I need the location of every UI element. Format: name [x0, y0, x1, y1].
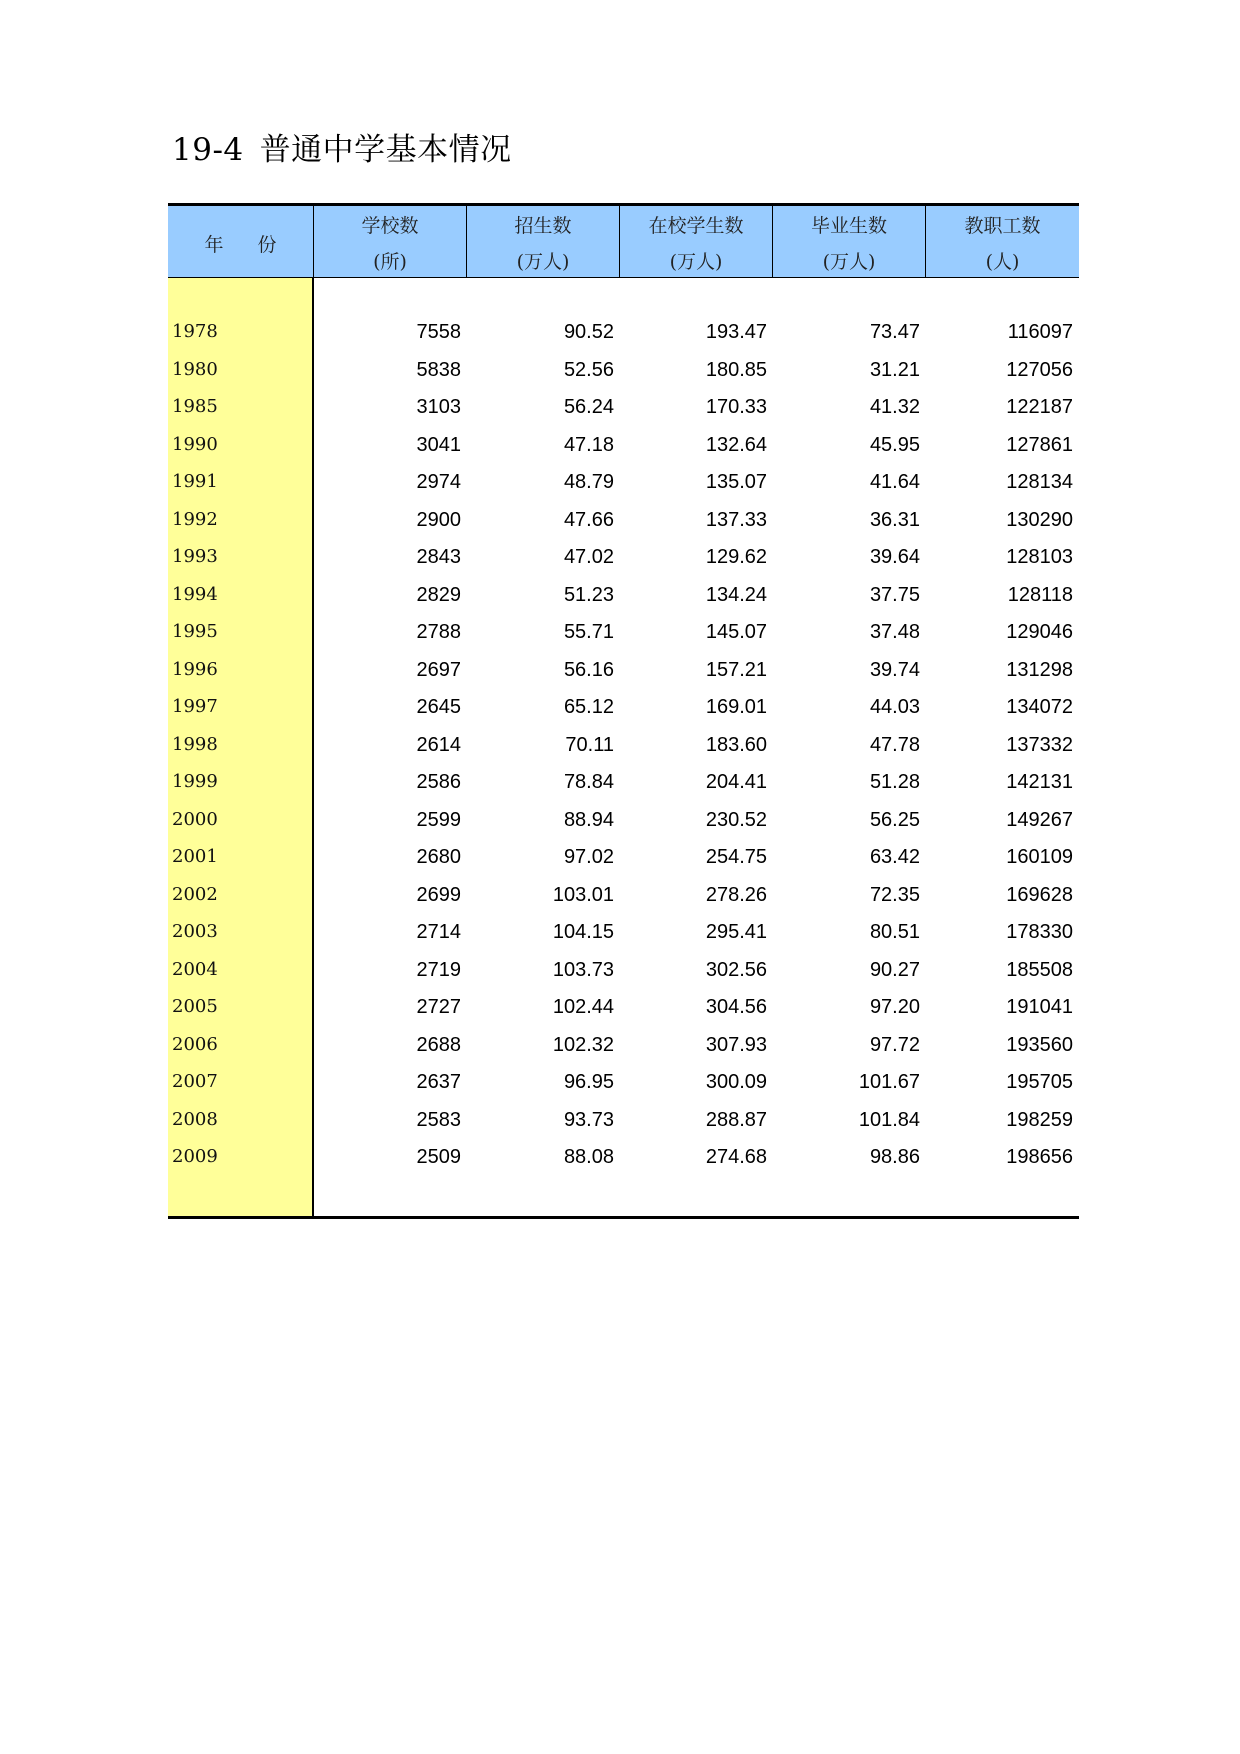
table-row — [168, 540, 1079, 577]
row-value: 193560 — [1006, 1033, 1073, 1056]
row-value: 142131 — [1006, 771, 1073, 793]
row-year: 1980 — [172, 358, 218, 380]
row-year: 2006 — [172, 1033, 218, 1055]
title-text: 普通中学基本情况 — [259, 132, 512, 168]
row-value: 41.32 — [869, 396, 920, 418]
row-value: 134.24 — [705, 583, 767, 606]
row-value: 44.03 — [869, 696, 920, 718]
row-value: 145.07 — [705, 621, 767, 643]
header-graduates-unit: (万人) — [822, 251, 876, 273]
row-value: 48.79 — [563, 471, 614, 493]
row-value: 2699 — [416, 883, 461, 906]
header-students-label: 在校学生数 — [648, 215, 744, 237]
row-year: 2009 — [172, 1146, 218, 1167]
table-row — [168, 1065, 1079, 1102]
row-value: 90.27 — [869, 958, 920, 981]
row-value: 180.85 — [705, 358, 767, 381]
row-value: 204.41 — [705, 771, 767, 793]
row-value: 101.84 — [858, 1108, 920, 1131]
row-value: 56.16 — [563, 658, 614, 681]
row-value: 134072 — [1006, 696, 1073, 718]
header-enrollment-label: 招生数 — [514, 215, 572, 237]
row-value: 2974 — [416, 471, 461, 493]
row-year: 1985 — [172, 396, 218, 417]
table-row — [168, 428, 1079, 465]
header-staff-label: 教职工数 — [964, 215, 1041, 237]
row-value: 96.95 — [563, 1071, 614, 1093]
header-year-char-1: 年 — [204, 234, 224, 256]
row-value: 191041 — [1006, 996, 1073, 1018]
table-row — [168, 1140, 1079, 1177]
row-value: 2509 — [416, 1146, 461, 1168]
row-value: 274.68 — [705, 1146, 767, 1168]
table-row — [168, 728, 1079, 765]
header-students — [619, 206, 772, 277]
table-header — [168, 203, 1079, 278]
row-value: 102.32 — [552, 1033, 614, 1056]
row-year: 1992 — [172, 508, 218, 530]
row-value: 132.64 — [705, 433, 767, 456]
row-value: 130290 — [1006, 508, 1073, 531]
row-value: 63.42 — [869, 846, 920, 868]
table-row — [168, 465, 1079, 502]
row-value: 55.71 — [563, 621, 614, 643]
row-value: 198259 — [1006, 1108, 1073, 1131]
row-year: 1998 — [172, 733, 218, 755]
table-row — [168, 765, 1079, 802]
table-row — [168, 953, 1079, 990]
row-value: 52.56 — [563, 358, 614, 381]
table-row — [168, 990, 1079, 1027]
row-value: 97.72 — [869, 1033, 920, 1056]
row-value: 288.87 — [705, 1108, 767, 1131]
row-value: 73.47 — [869, 321, 920, 343]
row-value: 304.56 — [705, 996, 767, 1018]
row-year: 1994 — [172, 583, 218, 605]
header-enrollment-unit: (万人) — [516, 251, 570, 273]
row-value: 37.48 — [869, 621, 920, 643]
row-value: 183.60 — [705, 733, 767, 756]
row-value: 88.94 — [563, 808, 614, 831]
row-year: 1993 — [172, 546, 218, 567]
row-year: 1990 — [172, 433, 218, 455]
row-value: 98.86 — [869, 1146, 920, 1168]
row-year: 2003 — [172, 921, 218, 942]
table-row — [168, 840, 1079, 877]
row-value: 88.08 — [563, 1146, 614, 1168]
table-row — [168, 315, 1079, 352]
row-value: 307.93 — [705, 1033, 767, 1056]
row-value: 36.31 — [869, 508, 920, 531]
row-value: 2583 — [416, 1108, 461, 1131]
row-value: 169628 — [1006, 883, 1073, 906]
row-value: 47.18 — [563, 433, 614, 456]
row-value: 51.28 — [869, 771, 920, 793]
row-value: 169.01 — [705, 696, 767, 718]
row-value: 127056 — [1006, 358, 1073, 381]
row-value: 137.33 — [705, 508, 767, 531]
row-value: 5838 — [416, 358, 461, 381]
row-value: 185508 — [1006, 958, 1073, 981]
row-value: 45.95 — [869, 433, 920, 456]
row-value: 193.47 — [705, 321, 767, 343]
row-value: 47.02 — [563, 546, 614, 568]
header-students-unit: (万人) — [669, 251, 723, 273]
row-value: 41.64 — [869, 471, 920, 493]
row-value: 37.75 — [869, 583, 920, 606]
row-value: 2900 — [416, 508, 461, 531]
row-value: 2680 — [416, 846, 461, 868]
header-schools-unit: (所) — [373, 251, 407, 273]
row-value: 198656 — [1006, 1146, 1073, 1168]
row-year: 2007 — [172, 1071, 218, 1092]
table-row — [168, 690, 1079, 727]
row-value: 102.44 — [552, 996, 614, 1018]
row-value: 78.84 — [563, 771, 614, 793]
row-value: 97.02 — [563, 846, 614, 868]
row-year: 1999 — [172, 771, 218, 792]
row-value: 3103 — [416, 396, 461, 418]
row-value: 65.12 — [563, 696, 614, 718]
row-value: 135.07 — [705, 471, 767, 493]
table-row — [168, 390, 1079, 427]
row-value: 70.11 — [565, 733, 614, 756]
header-graduates — [772, 206, 925, 277]
row-value: 195705 — [1006, 1071, 1073, 1093]
row-value: 137332 — [1006, 733, 1073, 756]
row-value: 128134 — [1006, 471, 1073, 493]
row-value: 2599 — [416, 808, 461, 831]
row-year: 1978 — [172, 321, 218, 342]
row-value: 31.21 — [869, 358, 920, 381]
row-value: 160109 — [1006, 846, 1073, 868]
row-value: 178330 — [1006, 921, 1073, 943]
header-schools-label: 学校数 — [361, 215, 419, 237]
row-value: 90.52 — [563, 321, 614, 343]
header-schools — [313, 206, 466, 277]
table-bottom-rule — [168, 1216, 1079, 1219]
row-value: 72.35 — [869, 883, 920, 906]
row-value: 2719 — [416, 958, 461, 981]
row-value: 47.66 — [563, 508, 614, 531]
row-value: 3041 — [416, 433, 461, 456]
row-value: 157.21 — [705, 658, 767, 681]
row-value: 278.26 — [705, 883, 767, 906]
row-year: 2001 — [172, 846, 218, 867]
table-row — [168, 653, 1079, 690]
row-year: 2002 — [172, 883, 218, 905]
page-title — [172, 124, 512, 169]
row-value: 2637 — [416, 1071, 461, 1093]
row-value: 101.67 — [858, 1071, 920, 1093]
row-value: 47.78 — [869, 733, 920, 756]
row-value: 2727 — [416, 996, 461, 1018]
row-value: 7558 — [416, 321, 461, 343]
row-value: 129046 — [1006, 621, 1073, 643]
table-row — [168, 878, 1079, 915]
row-value: 295.41 — [705, 921, 767, 943]
table-row — [168, 578, 1079, 615]
row-value: 230.52 — [705, 808, 767, 831]
row-year: 2005 — [172, 996, 218, 1017]
row-value: 149267 — [1006, 808, 1073, 831]
title-number: 19-4 — [172, 132, 244, 168]
row-value: 2645 — [416, 696, 461, 718]
row-value: 2714 — [416, 921, 461, 943]
table-row — [168, 503, 1079, 540]
row-value: 2688 — [416, 1033, 461, 1056]
header-staff — [925, 206, 1079, 277]
row-value: 2843 — [416, 546, 461, 568]
row-value: 2586 — [416, 771, 461, 793]
row-value: 127861 — [1006, 433, 1073, 456]
row-year: 2008 — [172, 1108, 218, 1130]
row-value: 116097 — [1007, 321, 1073, 343]
row-year: 1996 — [172, 658, 218, 680]
row-value: 2697 — [416, 658, 461, 681]
row-value: 2614 — [416, 733, 461, 756]
row-value: 80.51 — [869, 921, 920, 943]
header-graduates-label: 毕业生数 — [810, 215, 887, 237]
row-value: 97.20 — [869, 996, 920, 1018]
table-row — [168, 803, 1079, 840]
header-year-char-2: 份 — [257, 234, 277, 256]
header-year — [168, 206, 313, 277]
table-row — [168, 615, 1079, 652]
row-value: 129.62 — [705, 546, 767, 568]
table-row — [168, 1103, 1079, 1140]
row-value: 93.73 — [563, 1108, 614, 1131]
row-value: 254.75 — [705, 846, 767, 868]
row-value: 128103 — [1006, 546, 1073, 568]
row-value: 56.25 — [869, 808, 920, 831]
row-year: 1997 — [172, 696, 218, 717]
row-value: 300.09 — [705, 1071, 767, 1093]
row-value: 103.73 — [552, 958, 614, 981]
row-value: 131298 — [1006, 658, 1073, 681]
table-row — [168, 353, 1079, 390]
row-year: 1995 — [172, 621, 218, 642]
row-value: 39.74 — [869, 658, 920, 681]
row-value: 2788 — [416, 621, 461, 643]
header-staff-unit: (人) — [985, 251, 1020, 273]
row-value: 302.56 — [705, 958, 767, 981]
row-year: 2000 — [172, 808, 218, 830]
row-year: 2004 — [172, 958, 218, 980]
row-value: 56.24 — [563, 396, 614, 418]
row-year: 1991 — [172, 471, 218, 492]
table-row — [168, 915, 1079, 952]
row-value: 104.15 — [552, 921, 614, 943]
row-value: 122187 — [1006, 396, 1073, 418]
row-value: 2829 — [416, 583, 461, 606]
row-value: 170.33 — [705, 396, 767, 418]
header-enrollment — [466, 206, 619, 277]
row-value: 128118 — [1007, 583, 1073, 606]
row-value: 51.23 — [563, 583, 614, 606]
row-value: 103.01 — [552, 883, 614, 906]
row-value: 39.64 — [869, 546, 920, 568]
table-row — [168, 1028, 1079, 1065]
